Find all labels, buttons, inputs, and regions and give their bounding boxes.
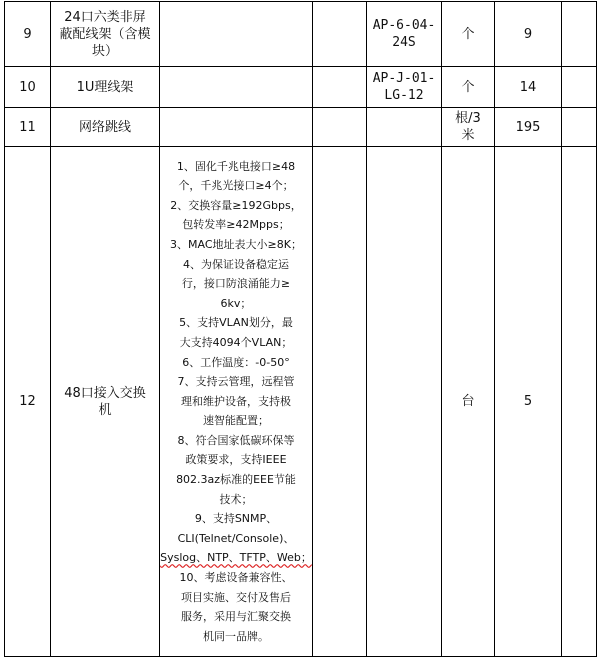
spec-line: 6kv； bbox=[220, 296, 252, 310]
spec-line: 3、MAC地址表大小≥8K； bbox=[170, 237, 302, 251]
item-specs bbox=[160, 108, 313, 147]
item-unit: 个 bbox=[442, 2, 495, 67]
spec-line: 速智能配置； bbox=[203, 414, 269, 428]
spec-line: 大支持4094个VLAN； bbox=[179, 335, 293, 349]
item-quantity: 14 bbox=[495, 67, 562, 108]
spec-line: 包转发率≥42Mpps； bbox=[182, 218, 290, 232]
table-row bbox=[5, 2, 597, 67]
empty-cell bbox=[562, 147, 597, 657]
spec-line: CLI(Telnet/Console)、 bbox=[177, 531, 295, 545]
spec-line: 5、支持VLAN划分，最 bbox=[179, 316, 293, 330]
table-row bbox=[5, 147, 597, 657]
item-unit: 根/3 米 bbox=[442, 108, 495, 147]
spec-line: 8、符合国家低碳环保等 bbox=[177, 433, 295, 447]
item-model: AP-J-01- LG-12 bbox=[367, 67, 442, 108]
spec-line: 10、考虑设备兼容性、 bbox=[179, 571, 293, 585]
item-specs bbox=[160, 147, 313, 657]
item-model bbox=[367, 147, 442, 657]
spec-line: 1、固化千兆电接口≥48 bbox=[176, 159, 296, 173]
item-name: 24口六类非屏 蔽配线架（含模 块） bbox=[51, 2, 160, 67]
spec-line: 6、工作温度：-0-50° bbox=[182, 355, 290, 369]
item-quantity: 195 bbox=[495, 108, 562, 147]
row-number: 12 bbox=[5, 147, 51, 657]
spec-line: 802.3az标准的EEE节能 bbox=[176, 473, 296, 487]
spec-line: 政策要求，支持IEEE bbox=[185, 453, 287, 467]
item-model: AP-6-04- 24S bbox=[367, 2, 442, 67]
table-row bbox=[5, 108, 597, 147]
item-name: 1U理线架 bbox=[51, 67, 160, 108]
empty-cell bbox=[562, 2, 597, 67]
empty-cell bbox=[313, 2, 367, 67]
row-number: 9 bbox=[5, 2, 51, 67]
spec-line: 个，千兆光接口≥4个； bbox=[178, 179, 294, 193]
spec-line: 项目实施、交付及售后 bbox=[181, 590, 291, 604]
spec-line: Syslog、NTP、TFTP、Web； bbox=[160, 551, 312, 565]
spec-line: 理和维护设备，支持极 bbox=[181, 394, 291, 408]
item-quantity: 5 bbox=[495, 147, 562, 657]
item-name: 网络跳线 bbox=[51, 108, 160, 147]
empty-cell bbox=[313, 147, 367, 657]
item-unit: 个 bbox=[442, 67, 495, 108]
empty-cell bbox=[562, 108, 597, 147]
row-number: 10 bbox=[5, 67, 51, 108]
item-unit: 台 bbox=[442, 147, 495, 657]
table-row bbox=[5, 67, 597, 108]
item-model bbox=[367, 108, 442, 147]
equipment-spec-table bbox=[4, 1, 597, 657]
row-number: 11 bbox=[5, 108, 51, 147]
spec-line: 机同一品牌。 bbox=[203, 629, 269, 643]
spec-line: 2、交换容量≥192Gbps， bbox=[170, 198, 302, 212]
item-quantity: 9 bbox=[495, 2, 562, 67]
spec-line: 9、支持SNMP、 bbox=[194, 512, 278, 526]
item-specs bbox=[160, 2, 313, 67]
spec-line: 行，接口防浪涌能力≥ bbox=[181, 277, 291, 291]
spec-line: 服务，采用与汇聚交换 bbox=[181, 610, 291, 624]
empty-cell bbox=[313, 108, 367, 147]
spec-line: 技术； bbox=[219, 492, 253, 506]
spec-line: 4、为保证设备稳定运 bbox=[183, 257, 289, 271]
item-name: 48口接入交换 机 bbox=[51, 147, 160, 657]
empty-cell bbox=[313, 67, 367, 108]
item-specs bbox=[160, 67, 313, 108]
empty-cell bbox=[562, 67, 597, 108]
spec-line: 7、支持云管理，远程管 bbox=[177, 375, 295, 389]
